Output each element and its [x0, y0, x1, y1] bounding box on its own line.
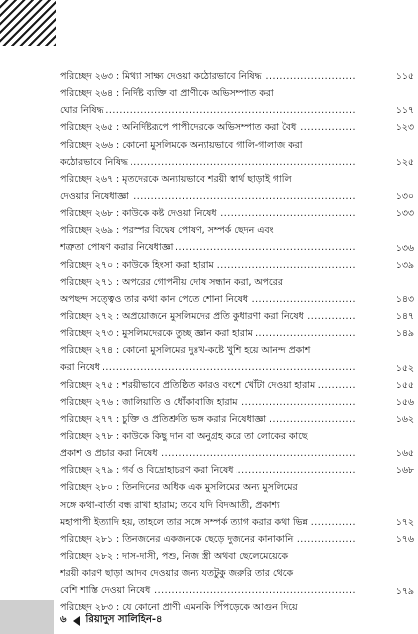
- toc-entry-text: পরিচ্ছেদ ২৭৩ : মুসলিমদেরকে তুচ্ছ জ্ঞান করা হারাম: [60, 328, 256, 339]
- toc-line: [60, 257, 356, 274]
- toc-entry-text: পরিচ্ছেদ ২৭২ : অপ্রয়োজনে মুসলিমদের প্রতি কুধারণা করা নিষেধ: [60, 311, 307, 322]
- toc-line: [60, 291, 356, 308]
- toc-page-number: ১২৫: [395, 156, 414, 168]
- toc-entry-text: পরিচ্ছেদ ২৬৫ : অনির্দিষ্টরূপে পাপীদেরকে অভিসম্পাত করা বৈধ: [60, 122, 299, 133]
- toc-line: [60, 445, 356, 462]
- toc-entry-text: পরিচ্ছেদ ২৬৬ : কোনো মুসলিমকে অন্যায়ভাবে গালি-গালাজ করা: [60, 140, 306, 151]
- toc-line: [60, 497, 356, 514]
- toc-page-number: ১৫২: [395, 362, 414, 374]
- toc-entry-text: পরিচ্ছেদ ২৭৪ : কোনো মুসলিমের দুঃখ-কষ্টে খুশি হয়ে আনন্দ প্রকাশ: [60, 345, 313, 356]
- toc-page-number: ১৩৬: [395, 242, 414, 254]
- footer-book-title: রিয়াদুস সালিহিন-৪: [85, 614, 163, 625]
- toc-entry-text: বেশি শাস্তি দেওয়া নিষেধ: [60, 585, 153, 596]
- toc-line: [60, 377, 356, 394]
- toc-entry-text: পরিচ্ছেদ ২৮১ : তিনজনের একজনকে ছেড়ে দুজনের কানাকানি: [60, 534, 296, 545]
- toc-entry-text: মহাপাপী ইত্যাদি হয়, তাহলে তার সঙ্গে সম্পর্ক ত্যাগ করার কথা ভিন্ন: [60, 517, 311, 528]
- toc-page-number: ১২৩: [395, 122, 414, 134]
- toc-line: [60, 411, 356, 428]
- toc-page-number: ১১৭: [395, 105, 414, 117]
- footer-page-number: ৬: [60, 614, 67, 625]
- toc-page-number: ১৭৯: [395, 585, 414, 597]
- toc-line: [60, 274, 356, 291]
- toc-entry-text: পরিচ্ছেদ ২৭৯ : গর্ব ও বিদ্রোহাচরণ করা নিষেধ: [60, 465, 236, 476]
- toc-line: [60, 514, 356, 531]
- toc-entry-text: পরিচ্ছেদ ২৮২ : দাস-দাসী, পশু, নিজ স্ত্রী অথবা ছেলেমেয়েকে: [60, 551, 291, 562]
- toc-entry-text: পরিচ্ছেদ ২৮৩ : যে কোনো প্রাণী এমনকি পিঁপড়েকে আগুন দিয়ে: [60, 602, 301, 613]
- toc-page-number: ১৪৯: [395, 328, 414, 340]
- toc-line: [60, 137, 356, 154]
- triangle-icon: [73, 616, 80, 626]
- toc-page-number: ১৪৩: [395, 293, 414, 305]
- toc-entry-text: শরয়ী কারণ ছাড়া আদব দেওয়ার জন্য যতটুকু জরুরি তার থেকে: [60, 568, 296, 579]
- page-footer: [60, 612, 163, 629]
- toc-page-number: ১৬৮: [395, 465, 414, 477]
- toc-entry-text: পরিচ্ছেদ ২৬৯ : পরস্পর বিদ্বেষ পোষণ, সম্পর্ক ছেদন এবং: [60, 225, 277, 236]
- toc-entry-text: পরিচ্ছেদ ২৬৩ : মিথ্যা সাক্ষ্য দেওয়া কঠোরভাবে নিষিদ্ধ: [60, 71, 264, 82]
- toc-entry-text: অপছন্দ সত্ত্বেও তার কথা কান পেতে শোনা নিষেধ: [60, 294, 251, 305]
- toc-entry-text: পরিচ্ছেদ ২৭৫ : শরয়ীভাবে প্রতিষ্ঠিত কারও বংশে খোঁটা দেওয়া হারাম: [60, 380, 318, 391]
- toc-entry-text: পরিচ্ছেদ ২৬৮ : কাউকে কষ্ট দেওয়া নিষেধ: [60, 208, 220, 219]
- toc-page-number: ১৩৯: [395, 259, 414, 271]
- toc-entry-text: সঙ্গে কথা-বার্তা বন্ধ রাখা হারাম; তবে যদি বিদআতী, প্রকাশ্য: [60, 500, 283, 511]
- toc-page-number: ১৩৩: [395, 208, 414, 220]
- toc-page-number: ১৭২: [395, 516, 414, 528]
- decorative-stripes: [0, 0, 56, 46]
- footer-sidebar-block: [0, 600, 54, 634]
- toc-line: [60, 479, 356, 496]
- toc-line: [60, 239, 356, 256]
- toc-page-number: ১৪৭: [395, 311, 414, 323]
- toc-page-number: ১৭৬: [395, 534, 414, 546]
- toc-line: [60, 222, 356, 239]
- table-of-contents: [60, 68, 356, 617]
- toc-page-number: ১৫৫: [395, 379, 414, 391]
- toc-line: [60, 582, 356, 599]
- toc-entry-text: প্রকাশ ও প্রচার করা নিষেধ: [60, 448, 160, 459]
- toc-entry-text: পরিচ্ছেদ ২৭৮ : কাউকে কিছু দান বা অনুগ্রহ করে তা লোকের কাছে: [60, 431, 311, 442]
- toc-entry-text: করা নিষেধ: [60, 362, 103, 373]
- toc-line: [60, 428, 356, 445]
- toc-page-number: ১৩০: [395, 191, 414, 203]
- toc-line: [60, 119, 356, 136]
- toc-line: [60, 325, 356, 342]
- toc-page-number: ১৬২: [395, 414, 414, 425]
- toc-line: [60, 531, 356, 548]
- toc-entry-text: পরিচ্ছেদ ২৮০ : তিনদিনের অধিক এক মুসলিমের অন্য মুসলিমের: [60, 482, 301, 493]
- toc-page-number: ১১৫: [395, 71, 414, 82]
- toc-page-number: ১৫৬: [395, 396, 414, 408]
- toc-line: [60, 342, 356, 359]
- toc-line: [60, 308, 356, 325]
- toc-line: [60, 171, 356, 188]
- toc-entry-text: ঘোর নিষিদ্ধ: [60, 105, 106, 116]
- toc-line: [60, 68, 356, 85]
- toc-entry-text: পরিচ্ছেদ ২৭৬ : জালিয়াতি ও ধোঁকাবাজি হারাম: [60, 397, 241, 408]
- toc-entry-text: শত্রুতা পোষণ করার নিষেধাজ্ঞা: [60, 242, 176, 253]
- toc-entry-text: পরিচ্ছেদ ২৭৭ : চুক্তি ও প্রতিশ্রুতি ভঙ্গ করার নিষেধাজ্ঞা: [60, 414, 269, 425]
- toc-line: [60, 188, 356, 205]
- toc-line: [60, 102, 356, 119]
- toc-line: [60, 359, 356, 376]
- toc-entry-text: পরিচ্ছেদ ২৭০ : কাউকে হিংসা করা হারাম: [60, 260, 217, 271]
- toc-line: [60, 85, 356, 102]
- toc-line: [60, 205, 356, 222]
- toc-line: [60, 548, 356, 565]
- toc-line: [60, 394, 356, 411]
- toc-line: [60, 154, 356, 171]
- toc-entry-text: পরিচ্ছেদ ২৭১ : অপরের গোপনীয় দোষ সন্ধান করা, অপরের: [60, 277, 286, 288]
- toc-entry-text: পরিচ্ছেদ ২৬৭ : মৃতদেরকে অন্যায়ভাবে শরয়ী স্বার্থ ছাড়াই গালি: [60, 174, 294, 185]
- toc-entry-text: দেওয়ার নিষেধাজ্ঞা: [60, 191, 132, 202]
- toc-line: [60, 462, 356, 479]
- toc-line: [60, 565, 356, 582]
- toc-entry-text: কঠোরভাবে নিষিদ্ধ: [60, 157, 131, 168]
- toc-page-number: ১৬৫: [395, 448, 414, 460]
- toc-entry-text: পরিচ্ছেদ ২৬৪ : নির্দিষ্ট ব্যক্তি বা প্রাণীকে অভিসম্পাত করা: [60, 88, 277, 99]
